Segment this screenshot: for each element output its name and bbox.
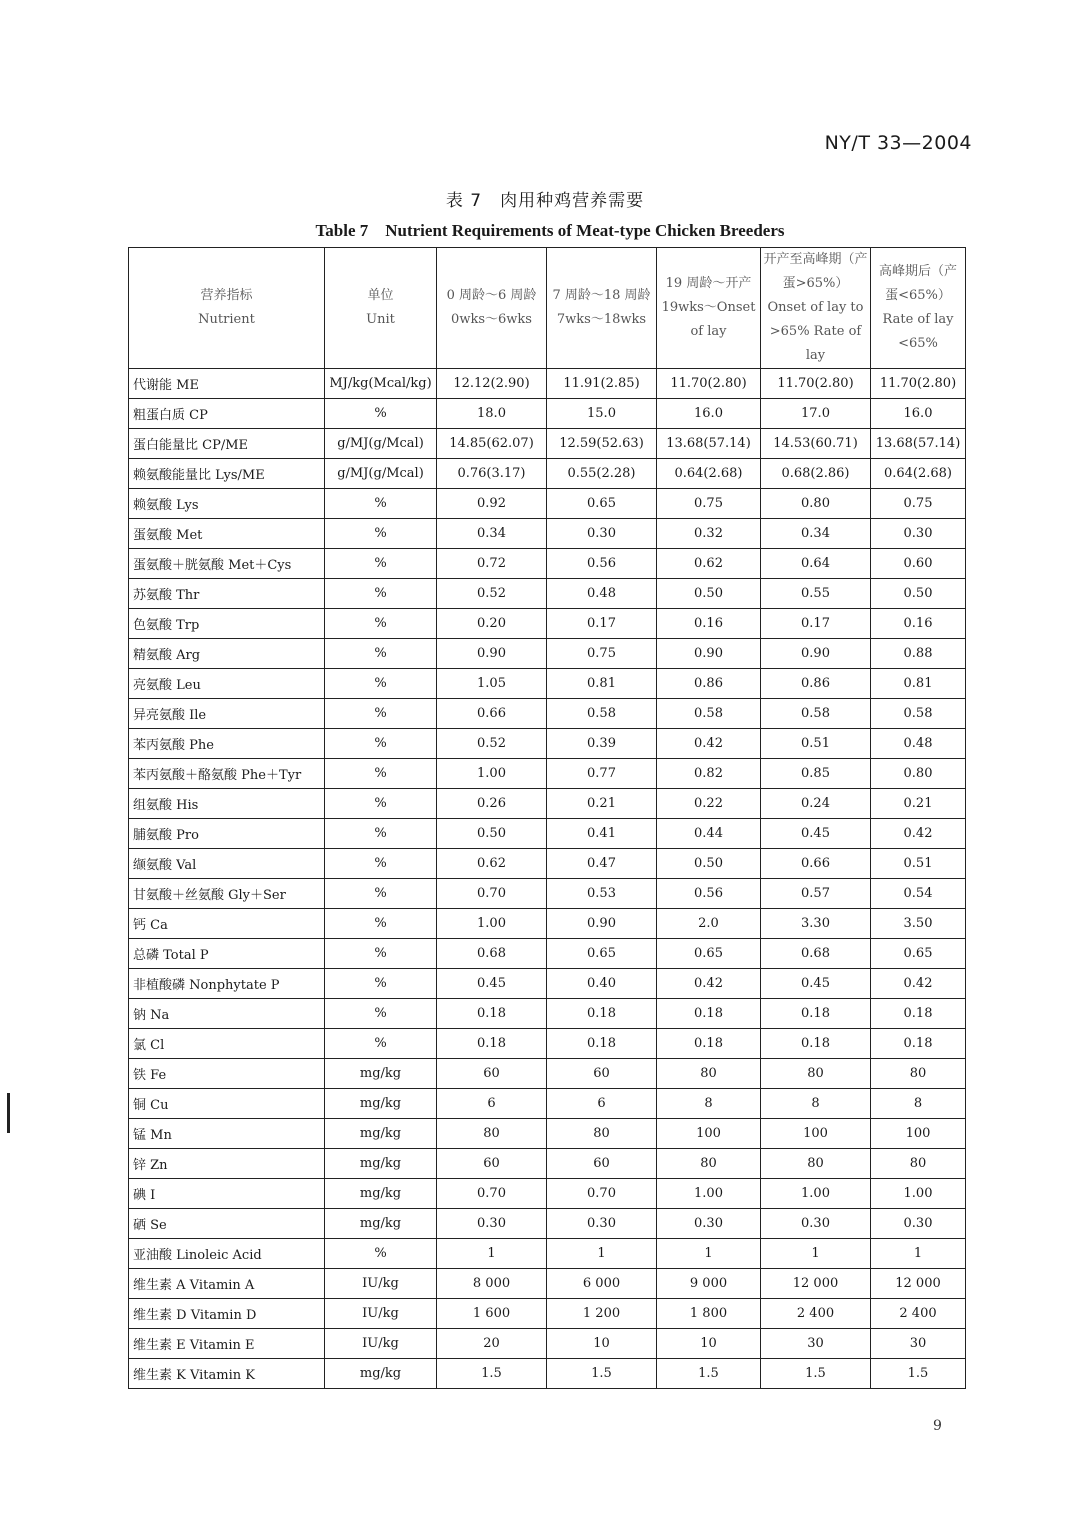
value-cell: 80 [871,1059,966,1089]
unit-cell: % [325,489,437,519]
value-cell: 0.42 [871,969,966,999]
value-cell: 0.16 [657,609,761,639]
table-row [129,909,966,939]
table-row [129,699,966,729]
table-row [129,1329,966,1359]
value-cell: 1 [657,1239,761,1269]
table-row [129,729,966,759]
value-cell: 0.30 [547,1209,657,1239]
unit-cell: mg/kg [325,1059,437,1089]
value-cell: 0.30 [437,1209,547,1239]
unit-cell: g/MJ(g/Mcal) [325,429,437,459]
value-cell: 0.48 [871,729,966,759]
value-cell: 0.90 [437,639,547,669]
value-cell: 1.00 [657,1179,761,1209]
nutrient-name-cell: 脯氨酸 Pro [129,819,325,849]
nutrient-name-cell: 缬氨酸 Val [129,849,325,879]
value-cell: 1.5 [437,1359,547,1389]
value-cell: 13.68(57.14) [657,429,761,459]
table-row [129,999,966,1029]
value-cell: 0.53 [547,879,657,909]
value-cell: 10 [547,1329,657,1359]
nutrient-name-cell: 锌 Zn [129,1149,325,1179]
unit-cell: mg/kg [325,1209,437,1239]
value-cell: 0.88 [871,639,966,669]
table-row [129,1149,966,1179]
value-cell: 0.47 [547,849,657,879]
value-cell: 0.34 [761,519,871,549]
nutrient-name-cell: 维生素 D Vitamin D [129,1299,325,1329]
table-row [129,459,966,489]
value-cell: 13.68(57.14) [871,429,966,459]
nutrient-name-cell: 亮氨酸 Leu [129,669,325,699]
value-cell: 0.68 [437,939,547,969]
value-cell: 60 [547,1059,657,1089]
table-row [129,1299,966,1329]
table-row [129,399,966,429]
value-cell: 1.00 [761,1179,871,1209]
value-cell: 0.76(3.17) [437,459,547,489]
value-cell: 2 400 [871,1299,966,1329]
value-cell: 0.30 [871,519,966,549]
value-cell: 0.72 [437,549,547,579]
value-cell: 0.51 [871,849,966,879]
value-cell: 0.18 [437,1029,547,1059]
value-cell: 30 [761,1329,871,1359]
unit-cell: % [325,969,437,999]
value-cell: 0.20 [437,609,547,639]
value-cell: 0.48 [547,579,657,609]
value-cell: 0.70 [437,879,547,909]
value-cell: 0.50 [657,849,761,879]
value-cell: 17.0 [761,399,871,429]
value-cell: 0.62 [437,849,547,879]
value-cell: 0.86 [657,669,761,699]
value-cell: 0.82 [657,759,761,789]
value-cell: 8 [657,1089,761,1119]
value-cell: 0.18 [871,1029,966,1059]
value-cell: 0.75 [657,489,761,519]
nutrient-name-cell: 甘氨酸＋丝氨酸 Gly＋Ser [129,879,325,909]
value-cell: 0.45 [761,819,871,849]
value-cell: 6 [437,1089,547,1119]
unit-cell: % [325,549,437,579]
value-cell: 0.21 [547,789,657,819]
value-cell: 12.59(52.63) [547,429,657,459]
value-cell: 0.18 [871,999,966,1029]
nutrient-name-cell: 维生素 K Vitamin K [129,1359,325,1389]
value-cell: 0.41 [547,819,657,849]
unit-cell: % [325,699,437,729]
table-row [129,1269,966,1299]
margin-bar-mark [7,1093,10,1133]
nutrient-table-container [128,247,965,1389]
value-cell: 11.91(2.85) [547,369,657,399]
unit-cell: % [325,519,437,549]
value-cell: 2.0 [657,909,761,939]
value-cell: 80 [547,1119,657,1149]
value-cell: 0.77 [547,759,657,789]
nutrient-name-cell: 维生素 A Vitamin A [129,1269,325,1299]
value-cell: 2 400 [761,1299,871,1329]
header-cell: 开产至高峰期（产蛋>65%） Onset of lay to >65% Rate of lay [761,248,871,369]
value-cell: 0.68(2.86) [761,459,871,489]
table-row [129,579,966,609]
table-body [129,369,966,1389]
value-cell: 0.18 [761,1029,871,1059]
value-cell: 0.66 [437,699,547,729]
value-cell: 0.90 [761,639,871,669]
value-cell: 6 000 [547,1269,657,1299]
table-row [129,1209,966,1239]
nutrient-name-cell: 锰 Mn [129,1119,325,1149]
nutrient-requirements-table [128,247,966,1389]
value-cell: 0.17 [547,609,657,639]
unit-cell: % [325,939,437,969]
nutrient-name-cell: 硒 Se [129,1209,325,1239]
value-cell: 0.70 [547,1179,657,1209]
value-cell: 3.30 [761,909,871,939]
value-cell: 80 [437,1119,547,1149]
value-cell: 1 [437,1239,547,1269]
value-cell: 14.85(62.07) [437,429,547,459]
value-cell: 0.22 [657,789,761,819]
table-row [129,1029,966,1059]
value-cell: 0.86 [761,669,871,699]
table-row [129,429,966,459]
value-cell: 1 600 [437,1299,547,1329]
value-cell: 0.90 [657,639,761,669]
value-cell: 0.58 [871,699,966,729]
value-cell: 0.55(2.28) [547,459,657,489]
table-row [129,939,966,969]
value-cell: 0.21 [871,789,966,819]
value-cell: 60 [547,1149,657,1179]
value-cell: 0.32 [657,519,761,549]
value-cell: 0.60 [871,549,966,579]
unit-cell: % [325,579,437,609]
unit-cell: IU/kg [325,1299,437,1329]
value-cell: 80 [657,1059,761,1089]
value-cell: 60 [437,1059,547,1089]
value-cell: 0.34 [437,519,547,549]
value-cell: 12.12(2.90) [437,369,547,399]
value-cell: 0.50 [657,579,761,609]
unit-cell: mg/kg [325,1359,437,1389]
unit-cell: g/MJ(g/Mcal) [325,459,437,489]
value-cell: 0.81 [871,669,966,699]
header-cell: 0 周龄～6 周龄 0wks～6wks [437,248,547,369]
value-cell: 0.68 [761,939,871,969]
header-cell: 高峰期后（产蛋<65%） Rate of lay <65% [871,248,966,369]
value-cell: 1 [547,1239,657,1269]
value-cell: 30 [871,1329,966,1359]
value-cell: 11.70(2.80) [761,369,871,399]
table-row [129,549,966,579]
value-cell: 0.30 [871,1209,966,1239]
value-cell: 0.75 [871,489,966,519]
value-cell: 0.65 [547,939,657,969]
value-cell: 0.62 [657,549,761,579]
value-cell: 0.18 [657,999,761,1029]
value-cell: 10 [657,1329,761,1359]
table-row [129,819,966,849]
value-cell: 0.65 [657,939,761,969]
table-title-en: Table 7 Nutrient Requirements of Meat-type Chicken Breeders [315,221,785,240]
value-cell: 1 200 [547,1299,657,1329]
table-row [129,1059,966,1089]
value-cell: 1 [761,1239,871,1269]
value-cell: 16.0 [871,399,966,429]
value-cell: 80 [657,1149,761,1179]
value-cell: 0.42 [657,729,761,759]
value-cell: 1.5 [547,1359,657,1389]
nutrient-name-cell: 苯丙氨酸 Phe [129,729,325,759]
unit-cell: % [325,399,437,429]
nutrient-name-cell: 苯丙氨酸＋酪氨酸 Phe＋Tyr [129,759,325,789]
value-cell: 0.52 [437,729,547,759]
nutrient-name-cell: 蛋白能量比 CP/ME [129,429,325,459]
nutrient-name-cell: 粗蛋白质 CP [129,399,325,429]
value-cell: 3.50 [871,909,966,939]
unit-cell: % [325,999,437,1029]
table-row [129,369,966,399]
header-cell: 营养指标 Nutrient [129,248,325,369]
nutrient-name-cell: 精氨酸 Arg [129,639,325,669]
value-cell: 0.65 [547,489,657,519]
value-cell: 0.51 [761,729,871,759]
value-cell: 60 [437,1149,547,1179]
value-cell: 0.85 [761,759,871,789]
value-cell: 0.66 [761,849,871,879]
value-cell: 12 000 [761,1269,871,1299]
value-cell: 0.30 [657,1209,761,1239]
value-cell: 0.45 [437,969,547,999]
value-cell: 0.55 [761,579,871,609]
value-cell: 9 000 [657,1269,761,1299]
nutrient-name-cell: 钠 Na [129,999,325,1029]
value-cell: 20 [437,1329,547,1359]
value-cell: 8 [871,1089,966,1119]
value-cell: 1.05 [437,669,547,699]
value-cell: 80 [761,1059,871,1089]
nutrient-name-cell: 异亮氨酸 Ile [129,699,325,729]
value-cell: 0.17 [761,609,871,639]
unit-cell: % [325,729,437,759]
table-row [129,1089,966,1119]
value-cell: 0.58 [761,699,871,729]
value-cell: 14.53(60.71) [761,429,871,459]
nutrient-name-cell: 亚油酸 Linoleic Acid [129,1239,325,1269]
value-cell: 0.18 [761,999,871,1029]
value-cell: 0.42 [657,969,761,999]
nutrient-name-cell: 钙 Ca [129,909,325,939]
table-row [129,489,966,519]
value-cell: 8 [761,1089,871,1119]
nutrient-name-cell: 赖氨酸 Lys [129,489,325,519]
table-row [129,969,966,999]
page-number: 9 [933,1418,942,1434]
value-cell: 6 [547,1089,657,1119]
nutrient-name-cell: 色氨酸 Trp [129,609,325,639]
value-cell: 0.50 [437,819,547,849]
unit-cell: % [325,849,437,879]
nutrient-name-cell: 氯 Cl [129,1029,325,1059]
value-cell: 11.70(2.80) [871,369,966,399]
unit-cell: mg/kg [325,1119,437,1149]
unit-cell: % [325,669,437,699]
unit-cell: % [325,1239,437,1269]
nutrient-name-cell: 蛋氨酸 Met [129,519,325,549]
value-cell: 0.52 [437,579,547,609]
value-cell: 11.70(2.80) [657,369,761,399]
nutrient-name-cell: 铁 Fe [129,1059,325,1089]
value-cell: 0.18 [547,1029,657,1059]
value-cell: 18.0 [437,399,547,429]
unit-cell: mg/kg [325,1089,437,1119]
value-cell: 16.0 [657,399,761,429]
value-cell: 1 800 [657,1299,761,1329]
value-cell: 1.5 [871,1359,966,1389]
header-cell: 单位 Unit [325,248,437,369]
value-cell: 0.26 [437,789,547,819]
value-cell: 0.40 [547,969,657,999]
nutrient-name-cell: 铜 Cu [129,1089,325,1119]
value-cell: 1.00 [437,759,547,789]
value-cell: 0.30 [547,519,657,549]
nutrient-name-cell: 组氨酸 His [129,789,325,819]
table-row [129,759,966,789]
value-cell: 0.81 [547,669,657,699]
value-cell: 12 000 [871,1269,966,1299]
value-cell: 0.42 [871,819,966,849]
value-cell: 1.5 [657,1359,761,1389]
value-cell: 80 [871,1149,966,1179]
table-header-row [129,248,966,369]
table-row [129,849,966,879]
nutrient-name-cell: 代谢能 ME [129,369,325,399]
unit-cell: mg/kg [325,1149,437,1179]
table-row [129,1239,966,1269]
value-cell: 0.44 [657,819,761,849]
value-cell: 0.50 [871,579,966,609]
value-cell: 0.92 [437,489,547,519]
value-cell: 0.70 [437,1179,547,1209]
unit-cell: % [325,789,437,819]
unit-cell: % [325,639,437,669]
value-cell: 1.5 [761,1359,871,1389]
unit-cell: MJ/kg(Mcal/kg) [325,369,437,399]
unit-cell: IU/kg [325,1329,437,1359]
value-cell: 0.64(2.68) [871,459,966,489]
nutrient-name-cell: 苏氨酸 Thr [129,579,325,609]
value-cell: 1 [871,1239,966,1269]
nutrient-name-cell: 维生素 E Vitamin E [129,1329,325,1359]
nutrient-name-cell: 赖氨酸能量比 Lys/ME [129,459,325,489]
nutrient-name-cell: 总磷 Total P [129,939,325,969]
value-cell: 0.80 [761,489,871,519]
unit-cell: % [325,879,437,909]
value-cell: 100 [657,1119,761,1149]
table-row [129,669,966,699]
table-row [129,1359,966,1389]
unit-cell: % [325,759,437,789]
value-cell: 0.65 [871,939,966,969]
unit-cell: % [325,819,437,849]
unit-cell: mg/kg [325,1179,437,1209]
value-cell: 0.56 [657,879,761,909]
table-row [129,1179,966,1209]
value-cell: 100 [871,1119,966,1149]
value-cell: 0.58 [547,699,657,729]
value-cell: 0.64 [761,549,871,579]
value-cell: 0.58 [657,699,761,729]
value-cell: 0.54 [871,879,966,909]
value-cell: 0.80 [871,759,966,789]
header-cell: 7 周龄～18 周龄 7wks～18wks [547,248,657,369]
table-row [129,609,966,639]
value-cell: 1.00 [437,909,547,939]
nutrient-name-cell: 蛋氨酸＋胱氨酸 Met＋Cys [129,549,325,579]
unit-cell: % [325,909,437,939]
value-cell: 0.57 [761,879,871,909]
table-row [129,639,966,669]
value-cell: 0.75 [547,639,657,669]
value-cell: 0.90 [547,909,657,939]
value-cell: 1.00 [871,1179,966,1209]
table-row [129,1119,966,1149]
unit-cell: % [325,1029,437,1059]
value-cell: 8 000 [437,1269,547,1299]
table-row [129,519,966,549]
nutrient-name-cell: 非植酸磷 Nonphytate P [129,969,325,999]
value-cell: 0.45 [761,969,871,999]
header-cell: 19 周龄～开产 19wks～Onset of lay [657,248,761,369]
value-cell: 0.39 [547,729,657,759]
value-cell: 0.24 [761,789,871,819]
value-cell: 0.18 [437,999,547,1029]
value-cell: 0.16 [871,609,966,639]
table-row [129,789,966,819]
nutrient-name-cell: 碘 I [129,1179,325,1209]
value-cell: 100 [761,1119,871,1149]
value-cell: 0.64(2.68) [657,459,761,489]
unit-cell: % [325,609,437,639]
value-cell: 80 [761,1149,871,1179]
value-cell: 0.18 [657,1029,761,1059]
value-cell: 0.56 [547,549,657,579]
unit-cell: IU/kg [325,1269,437,1299]
table-title-cn: 表 7 肉用种鸡营养需要 [445,191,645,211]
table-row [129,879,966,909]
value-cell: 15.0 [547,399,657,429]
value-cell: 0.30 [761,1209,871,1239]
standard-code: NY/T 33—2004 [824,132,972,154]
value-cell: 0.18 [547,999,657,1029]
